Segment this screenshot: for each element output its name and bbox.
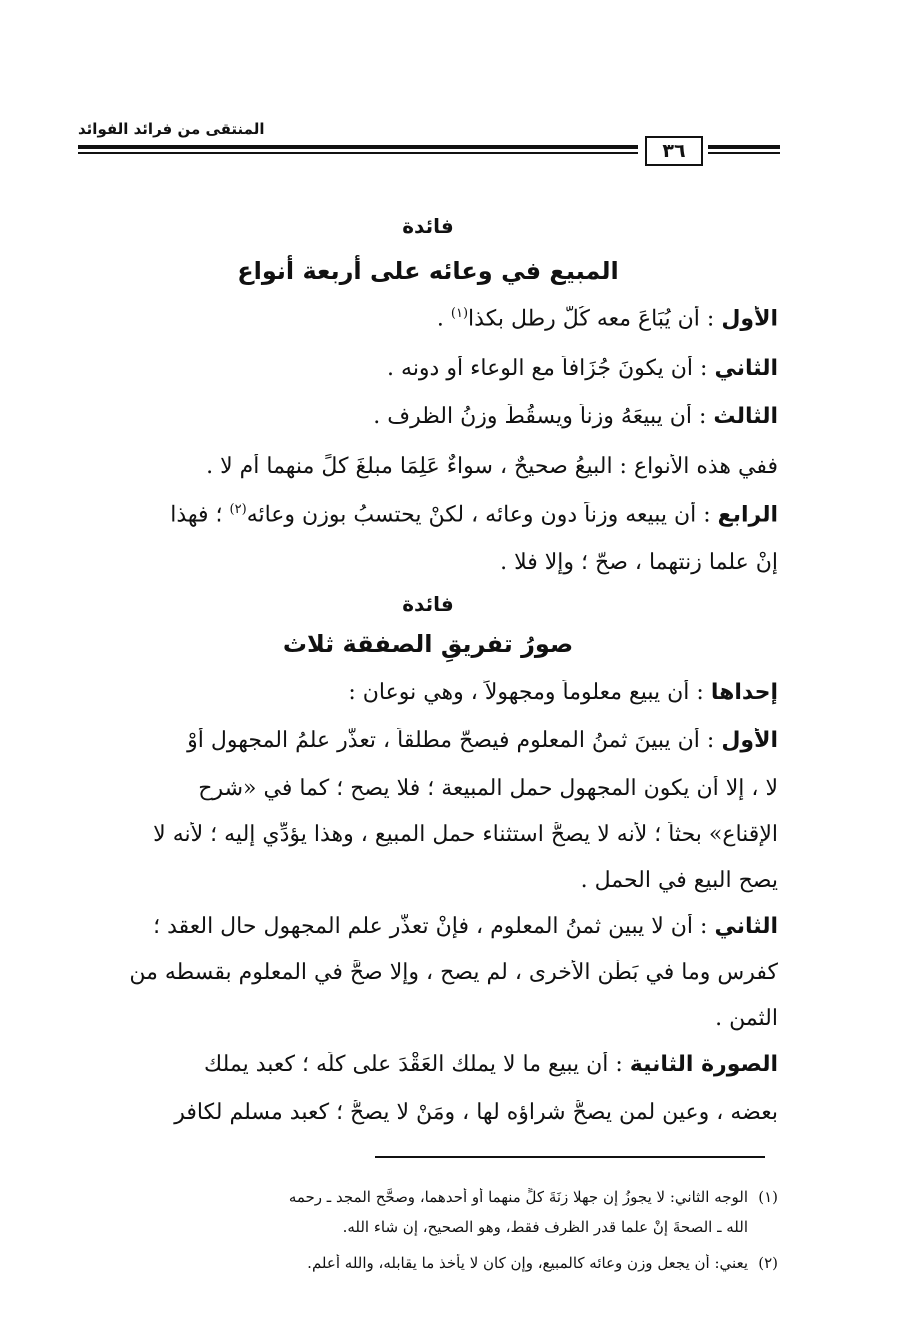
footnote-separator (375, 1156, 765, 1158)
footnote (78, 1188, 778, 1206)
line-text: : أن يبينَ ثمنُ المعلوم فيصحّ مطلقاً ، تعذَّر علمُ المجهول أوْ (187, 728, 722, 753)
line-lead: الرابع (717, 502, 778, 528)
line-text: : أن يكونَ جُزَافاً مع الوعاء أو دونه . (387, 356, 715, 381)
header-rule-right-thick (708, 145, 780, 149)
line-text: الثمن . (715, 1006, 778, 1031)
line-lead: إحداها (710, 680, 778, 705)
footnote-number: (٢) (758, 1254, 778, 1272)
line-lead: الثاني (714, 356, 778, 381)
text-line (78, 1006, 778, 1031)
text-line (78, 680, 778, 705)
line-tail: . (436, 306, 451, 332)
text-line (78, 822, 778, 847)
line-text: : أن يُبَاعَ معه كُلُّ رطل بكذا (468, 306, 722, 332)
footnote-ref: (١) (450, 306, 469, 321)
text-line (78, 454, 778, 479)
text-line (78, 306, 778, 331)
line-text: ففي هذه الأنواع : البيعُ صحيحٌ ، سواءٌ عَلِمَا مبلغَ كلٍّ منهما أم لا . (206, 454, 778, 479)
line-text: : أن يبيعَهُ وزناً ويسقُطَ وزنُ الظرف . (373, 404, 714, 429)
line-text: الإقناع» بحثاً ؛ لأنه لا يصحُّ استثناء حمل المبيع ، وهذا يؤدِّي إليه ؛ لأنه لا (153, 822, 778, 847)
text-line (78, 960, 778, 985)
footnote-number: (١) (758, 1188, 778, 1206)
line-lead: الأول (721, 306, 778, 332)
line-lead: الأول (721, 728, 778, 753)
text-line (78, 728, 778, 753)
text-line (78, 1100, 778, 1125)
line-text: : أن لا يبين ثمنُ المعلوم ، فإنْ تعذَّر علم المجهول حال العقد ؛ (153, 914, 715, 939)
footnote (78, 1254, 778, 1272)
text-line (78, 868, 778, 893)
line-text: بعضه ، وعين لمن يصحُّ شراؤه لها ، ومَنْ لا يصحُّ ؛ كعبد مسلم لكافر (174, 1100, 778, 1125)
footnote-continuation (78, 1218, 748, 1236)
footnote-ref: (٢) (229, 502, 247, 517)
line-text: كفرس وما في بَطْن الأخرى ، لم يصح ، وإلا صحَّ في المعلوم بقسطه من (129, 960, 778, 985)
section-label: فائدة (402, 592, 454, 616)
section-title: صورُ تفريقِ الصفقة ثلاث (282, 630, 574, 658)
footnote-text: الله ـ الصحةَ إنْ علما قدر الظرف فقط، وهو الصحيح، إن شاء الله. (342, 1218, 748, 1236)
text-line (78, 1052, 778, 1077)
header-rule-thick (78, 145, 638, 149)
header-rule-thin (78, 152, 638, 154)
footnote-text: يعني: أن يجعل وزن وعائه كالمبيع، وإن كان لا يأخذ ما يقابله، والله أعلم. (307, 1254, 748, 1272)
line-text: : أن يبيعه وزناً دون وعائه ، لكنْ يحتسبُ بوزن وعائه (246, 502, 718, 528)
line-lead: الثاني (714, 914, 778, 939)
section-label: فائدة (402, 214, 454, 238)
page-number: ٣٦ (645, 136, 703, 166)
text-line (78, 550, 778, 575)
text-line (78, 356, 778, 381)
footnote-text: الوجه الثاني: لا يجوزُ إن جهلا زِنَةَ كلٍّ منهما أو أحدهما، وصحَّح المجد ـ رحمه (288, 1188, 748, 1206)
header-rule-right-thin (708, 152, 780, 154)
text-line (78, 776, 778, 801)
line-text: : أن يبيع معلوماً ومجهولاً ، وهي نوعان : (348, 680, 711, 705)
text-line (78, 404, 778, 429)
line-text: : أن يبيع ما لا يملك العَقْدَ على كلِّه ؛ كعبد يملك (204, 1052, 630, 1077)
line-lead: الصورة الثانية (629, 1052, 778, 1077)
text-line (78, 914, 778, 939)
line-text: يصح البيع في الحمل . (580, 868, 778, 893)
text-line (78, 502, 778, 527)
line-text: إنْ علما زنتهما ، صحّ ؛ وإلا فلا . (500, 550, 778, 575)
line-tail: ؛ فهذا (170, 502, 230, 528)
book-title: المنتقى من فرائد الفوائد (78, 120, 265, 138)
line-lead: الثالث (713, 404, 778, 429)
section-title: المبيع في وعائه على أربعة أنواع (237, 257, 619, 285)
line-text: لا ، إلا أن يكون المجهول حمل المبيعة ؛ فلا يصح ؛ كما في «شرح (198, 776, 778, 801)
